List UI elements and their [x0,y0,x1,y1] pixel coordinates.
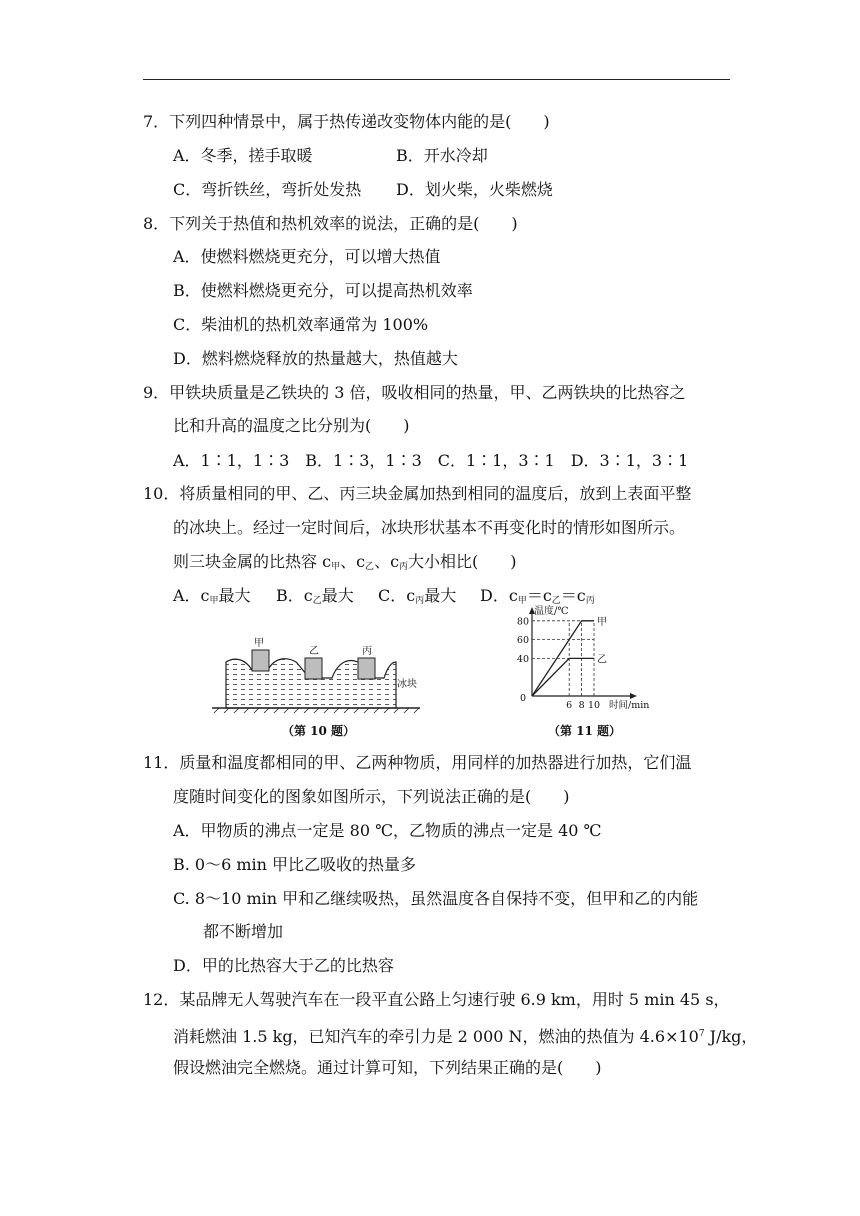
y-axis-label: 温度/℃ [534,606,569,617]
x-axis-arrow [630,693,637,699]
q10-option-d: D．$c_甲=c_乙=c_丙$ [480,586,595,606]
x-axis-label: 时间/min [609,700,650,711]
q8-option-b: B．使燃料燃烧更充分，可以提高热机效率 [173,281,473,300]
q10-stem-line1: 10．将质量相同的甲、乙、丙三块金属加热到相同的温度后，放到上表面平整 [143,484,692,503]
y-tick-label-80: 80 [516,616,529,628]
series-label-1: 乙 [597,654,607,666]
label-yi: 乙 [309,646,319,657]
q8-option-c: C．柴油机的热机效率通常为 100% [173,315,429,334]
y-tick-label-40: 40 [516,653,529,665]
q10-stem-line3: 则三块金属的比热容 $c_甲$、$c_乙$、$c_丙$大小相比( ) [173,552,517,572]
q11-stem-line1: 11．质量和温度都相同的甲、乙两种物质，用同样的加热器进行加热，它们温 [143,753,692,772]
label-jia: 甲 [254,638,264,649]
q12-stem-line2: 消耗燃油 1.5 kg，已知汽车的牵引力是 2 000 N，燃油的热值为 $4.6\times 10^7$ J/kg， [173,1027,758,1046]
figure-10 [208,632,430,716]
q11-option-d: D．甲的比热容大于乙的比热容 [173,956,394,975]
series-line-1 [532,658,594,696]
block-jia [252,650,269,671]
q9-options: A．1∶1，1∶3 B．1∶3，1∶3 C．1∶1，3∶1 D．3∶1，3∶1 [173,451,689,470]
label-ice: 冰块 [397,679,417,690]
q10-option-b: B．$c_乙$最大 [276,586,354,606]
q11-option-b: B. 0～6 min 甲比乙吸收的热量多 [173,855,417,874]
q8-option-d: D．燃料燃烧释放的热量越大，热值越大 [173,349,458,368]
figure-11-chart [508,604,658,716]
x-tick-label-8: 8 [578,700,585,711]
q11-option-c-line2: 都不断增加 [203,922,284,941]
q7-option-d: D．划火柴，火柴燃烧 [396,180,553,199]
q10-stem-line2: 的冰块上。经过一定时间后，冰块形状基本不再变化时的情形如图所示。 [173,518,686,537]
q9-stem-line2: 比和升高的温度之比分别为( ) [173,416,410,435]
q10-option-a: A．$c_甲$最大 [173,586,251,606]
q11-stem-line2: 度随时间变化的图象如图所示，下列说法正确的是( ) [173,787,570,806]
q12-stem-line1: 12．某品牌无人驾驶汽车在一段平直公路上匀速行驶 6.9 km，用时 5 min 45 s， [143,990,730,1009]
block-bing [358,658,375,679]
q10-option-c: C．$c_丙$最大 [378,586,457,606]
q8-stem: 8．下列关于热值和热机效率的说法，正确的是( ) [143,214,518,233]
x-tick-label-10: 10 [587,700,601,711]
q7-option-b: B．开水冷却 [396,146,488,165]
origin-label: 0 [520,693,527,704]
series-label-0: 甲 [597,616,607,628]
q7-option-a: A．冬季，搓手取暖 [173,146,313,165]
block-yi [305,658,322,679]
q8-option-a: A．使燃料燃烧更充分，可以增大热值 [173,247,441,266]
q7-stem: 7．下列四种情景中，属于热传递改变物体内能的是( ) [143,112,550,131]
y-tick-label-60: 60 [516,635,529,647]
label-bing: 丙 [362,646,372,657]
header-rule [143,79,730,80]
q9-stem-line1: 9．甲铁块质量是乙铁块的 3 倍，吸收相同的热量，甲、乙两铁块的比热容之 [143,383,686,402]
x-tick-label-6: 6 [566,700,573,711]
q7-option-c: C．弯折铁丝，弯折处发热 [173,180,362,199]
q12-stem-line3: 假设燃油完全燃烧。通过计算可知，下列结果正确的是( ) [173,1058,602,1077]
figure-10-caption: （第 10 题） [282,724,356,738]
figure-11-caption: （第 11 题） [548,724,622,738]
q11-option-c-line1: C. 8～10 min 甲和乙继续吸热，虽然温度各自保持不变，但甲和乙的内能 [173,889,699,908]
q11-option-a: A．甲物质的沸点一定是 80 ℃，乙物质的沸点一定是 40 ℃ [173,821,602,840]
